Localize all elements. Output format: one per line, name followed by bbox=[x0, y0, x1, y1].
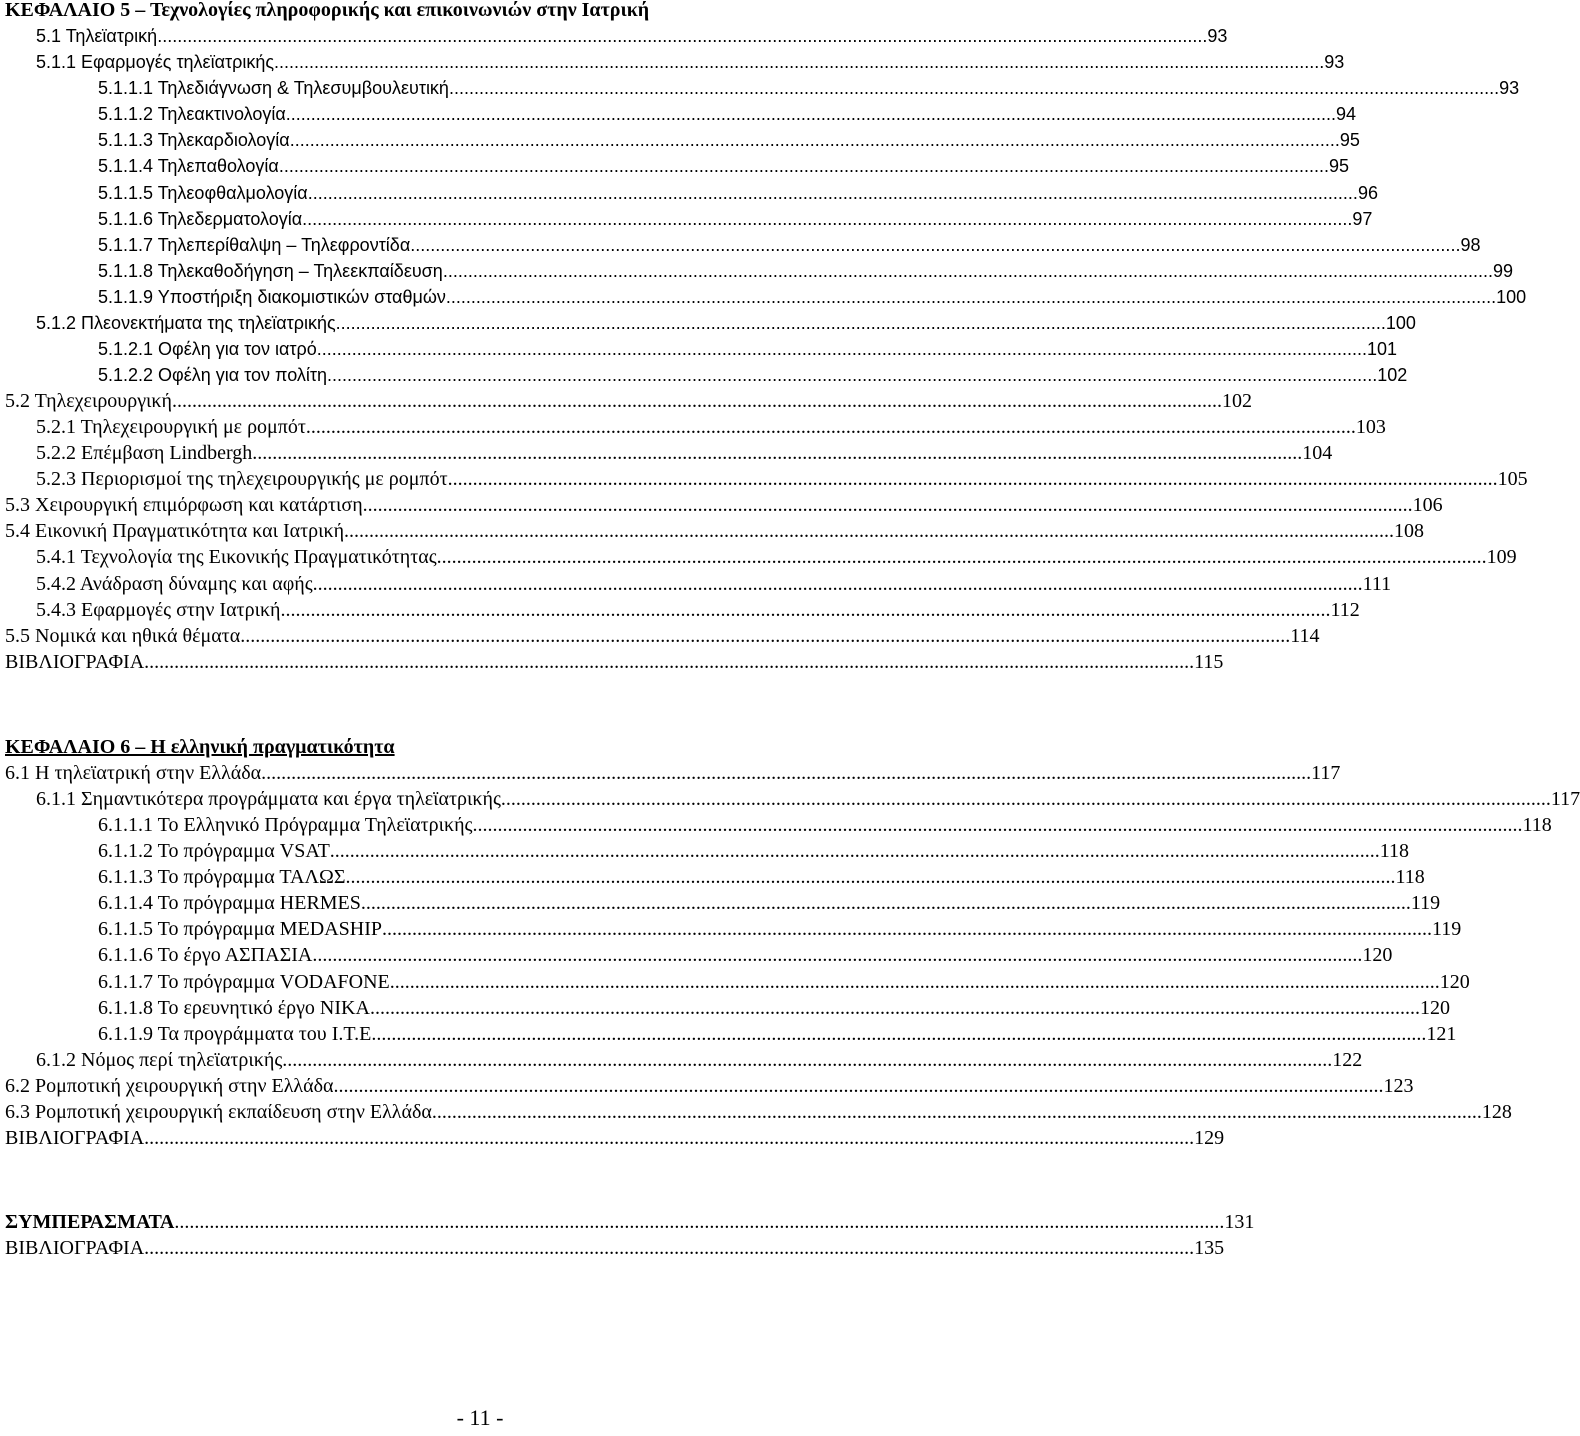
toc-entry: 5.1.1.1 Τηλεδιάγνωση & Τηλεσυμβουλευτική .................................................................................................................................................................................................................. 93 bbox=[98, 78, 1520, 98]
toc-entry: 6.1.1.8 Το ερευνητικό έργο ΝΙΚΑ .................................................................................................................................................................................................................. 120 bbox=[98, 997, 1450, 1019]
toc-entry: 5.1.1.8 Τηλεκαθοδήγηση – Τηλεεκπαίδευση .................................................................................................................................................................................................................. 99 bbox=[98, 261, 1514, 281]
toc-entry: ΒΙΒΛΙΟΓΡΑΦΙΑ .................................................................................................................................................................................................................. 129 bbox=[5, 1127, 1225, 1149]
toc-entry: 5.4 Εικονική Πραγματικότητα και Ιατρική .................................................................................................................................................................................................................. 108 bbox=[5, 520, 1425, 542]
toc-entry: 5.1.2.1 Οφέλη για τον ιατρό .................................................................................................................................................................................................................. 101 bbox=[98, 339, 1398, 359]
toc-entry: 6.1.1.7 Το πρόγραμμα VODAFONE .................................................................................................................................................................................................................. 120 bbox=[98, 971, 1470, 993]
toc-entry: 5.1.1.3 Τηλεκαρδιολογία .................................................................................................................................................................................................................. 95 bbox=[98, 130, 1360, 150]
toc-entry: 5.1.1 Εφαρμογές τηλεϊατρικής .................................................................................................................................................................................................................. 93 bbox=[36, 52, 1345, 72]
toc-entry: 5.5 Νομικά και ηθικά θέματα .................................................................................................................................................................................................................. 114 bbox=[5, 625, 1320, 647]
toc-entry: 5.1 Τηλεϊατρική .................................................................................................................................................................................................................. 93 bbox=[36, 26, 1228, 46]
toc-entry: 6.1 Η τηλεϊατρική στην Ελλάδα .................................................................................................................................................................................................................. 117 bbox=[5, 762, 1341, 784]
toc-entry: 5.1.1.5 Τηλεοφθαλμολογία .................................................................................................................................................................................................................. 96 bbox=[98, 183, 1378, 203]
chapter-5-heading: ΚΕΦΑΛΑΙΟ 5 – Τεχνολογίες πληροφορικής και επικοινωνιών στην Ιατρική bbox=[5, 0, 650, 21]
toc-entry-bibliography: ΒΙΒΛΙΟΓΡΑΦΙΑ .................................................................................................................................................................................................................. 135 bbox=[5, 1237, 1225, 1259]
toc-entry: 5.1.2.2 Οφέλη για τον πολίτη .................................................................................................................................................................................................................. 102 bbox=[98, 365, 1408, 385]
toc-entry: 5.1.1.4 Τηλεπαθολογία .................................................................................................................................................................................................................. 95 bbox=[98, 156, 1350, 176]
toc-entry: 5.4.1 Τεχνολογία της Εικονικής Πραγματικότητας .................................................................................................................................................................................................................. 109 bbox=[36, 546, 1517, 568]
page-number: - 11 - bbox=[456, 1405, 504, 1430]
toc-entry: 5.2.3 Περιορισμοί της τηλεχειρουργικής με ρομπότ .................................................................................................................................................................................................................. 105 bbox=[36, 468, 1528, 490]
toc-entry: 6.1.2 Νόμος περί τηλεϊατρικής .................................................................................................................................................................................................................. 122 bbox=[36, 1049, 1363, 1071]
toc-entry: 5.2.2 Επέμβαση Lindbergh .................................................................................................................................................................................................................. 104 bbox=[36, 442, 1333, 464]
toc-entry: 5.2 Τηλεχειρουργική .................................................................................................................................................................................................................. 102 bbox=[5, 390, 1252, 412]
toc-entry-conclusions: ΣΥΜΠΕΡΑΣΜΑΤΑ .................................................................................................................................................................................................................. 131 bbox=[5, 1211, 1255, 1233]
toc-entry: 6.1.1.1 Το Ελληνικό Πρόγραμμα Τηλεϊατρικής .................................................................................................................................................................................................................. 118 bbox=[98, 814, 1552, 836]
toc-entry: 6.1.1.5 Το πρόγραμμα MEDASHIP .................................................................................................................................................................................................................. 119 bbox=[98, 918, 1462, 940]
toc-entry: 5.1.1.7 Τηλεπερίθαλψη – Τηλεφροντίδα .................................................................................................................................................................................................................. 98 bbox=[98, 235, 1481, 255]
toc-entry: 5.1.1.9 Υποστήριξη διακομιστικών σταθμών .................................................................................................................................................................................................................. 100 bbox=[98, 287, 1527, 307]
toc-entry: 6.2 Ρομποτική χειρουργική στην Ελλάδα .................................................................................................................................................................................................................. 123 bbox=[5, 1075, 1414, 1097]
toc-entry: 6.1.1.6 Το έργο ΑΣΠΑΣΙΑ .................................................................................................................................................................................................................. 120 bbox=[98, 944, 1393, 966]
toc-entry: 5.1.2 Πλεονεκτήματα της τηλεϊατρικής .................................................................................................................................................................................................................. 100 bbox=[36, 313, 1416, 333]
toc-entry: 5.4.3 Εφαρμογές στην Ιατρική .................................................................................................................................................................................................................. 112 bbox=[36, 599, 1360, 621]
toc-entry: 6.1.1.4 Το πρόγραμμα HERMES .................................................................................................................................................................................................................. 119 bbox=[98, 892, 1441, 914]
toc-entry: 5.4.2 Ανάδραση δύναμης και αφής .................................................................................................................................................................................................................. 111 bbox=[36, 573, 1392, 595]
toc-entry: 5.1.1.6 Τηλεδερματολογία .................................................................................................................................................................................................................. 97 bbox=[98, 209, 1373, 229]
toc-entry: 6.3 Ρομποτική χειρουργική εκπαίδευση στην Ελλάδα .................................................................................................................................................................................................................. 128 bbox=[5, 1101, 1512, 1123]
toc-entry: 5.1.1.2 Τηλεακτινολογία .................................................................................................................................................................................................................. 94 bbox=[98, 104, 1357, 124]
toc-entry: 6.1.1.2 Το πρόγραμμα VSAT .................................................................................................................................................................................................................. 118 bbox=[98, 840, 1410, 862]
chapter-6-heading: ΚΕΦΑΛΑΙΟ 6 – Η ελληνική πραγματικότητα bbox=[5, 736, 395, 758]
toc-entry: 5.2.1 Τηλεχειρουργική με ρομπότ .................................................................................................................................................................................................................. 103 bbox=[36, 416, 1386, 438]
toc-entry: 6.1.1 Σημαντικότερα προγράμματα και έργα τηλεϊατρικής .................................................................................................................................................................................................................. 117 bbox=[36, 788, 1580, 810]
toc-entry: 6.1.1.3 Το πρόγραμμα ΤΑΛΩΣ .................................................................................................................................................................................................................. 118 bbox=[98, 866, 1425, 888]
toc-entry: 6.1.1.9 Τα προγράμματα του Ι.Τ.Ε. .................................................................................................................................................................................................................. 121 bbox=[98, 1023, 1457, 1045]
toc-entry: 5.3 Χειρουργική επιμόρφωση και κατάρτιση .................................................................................................................................................................................................................. 106 bbox=[5, 494, 1443, 516]
toc-entry: ΒΙΒΛΙΟΓΡΑΦΙΑ .................................................................................................................................................................................................................. 115 bbox=[5, 651, 1224, 673]
